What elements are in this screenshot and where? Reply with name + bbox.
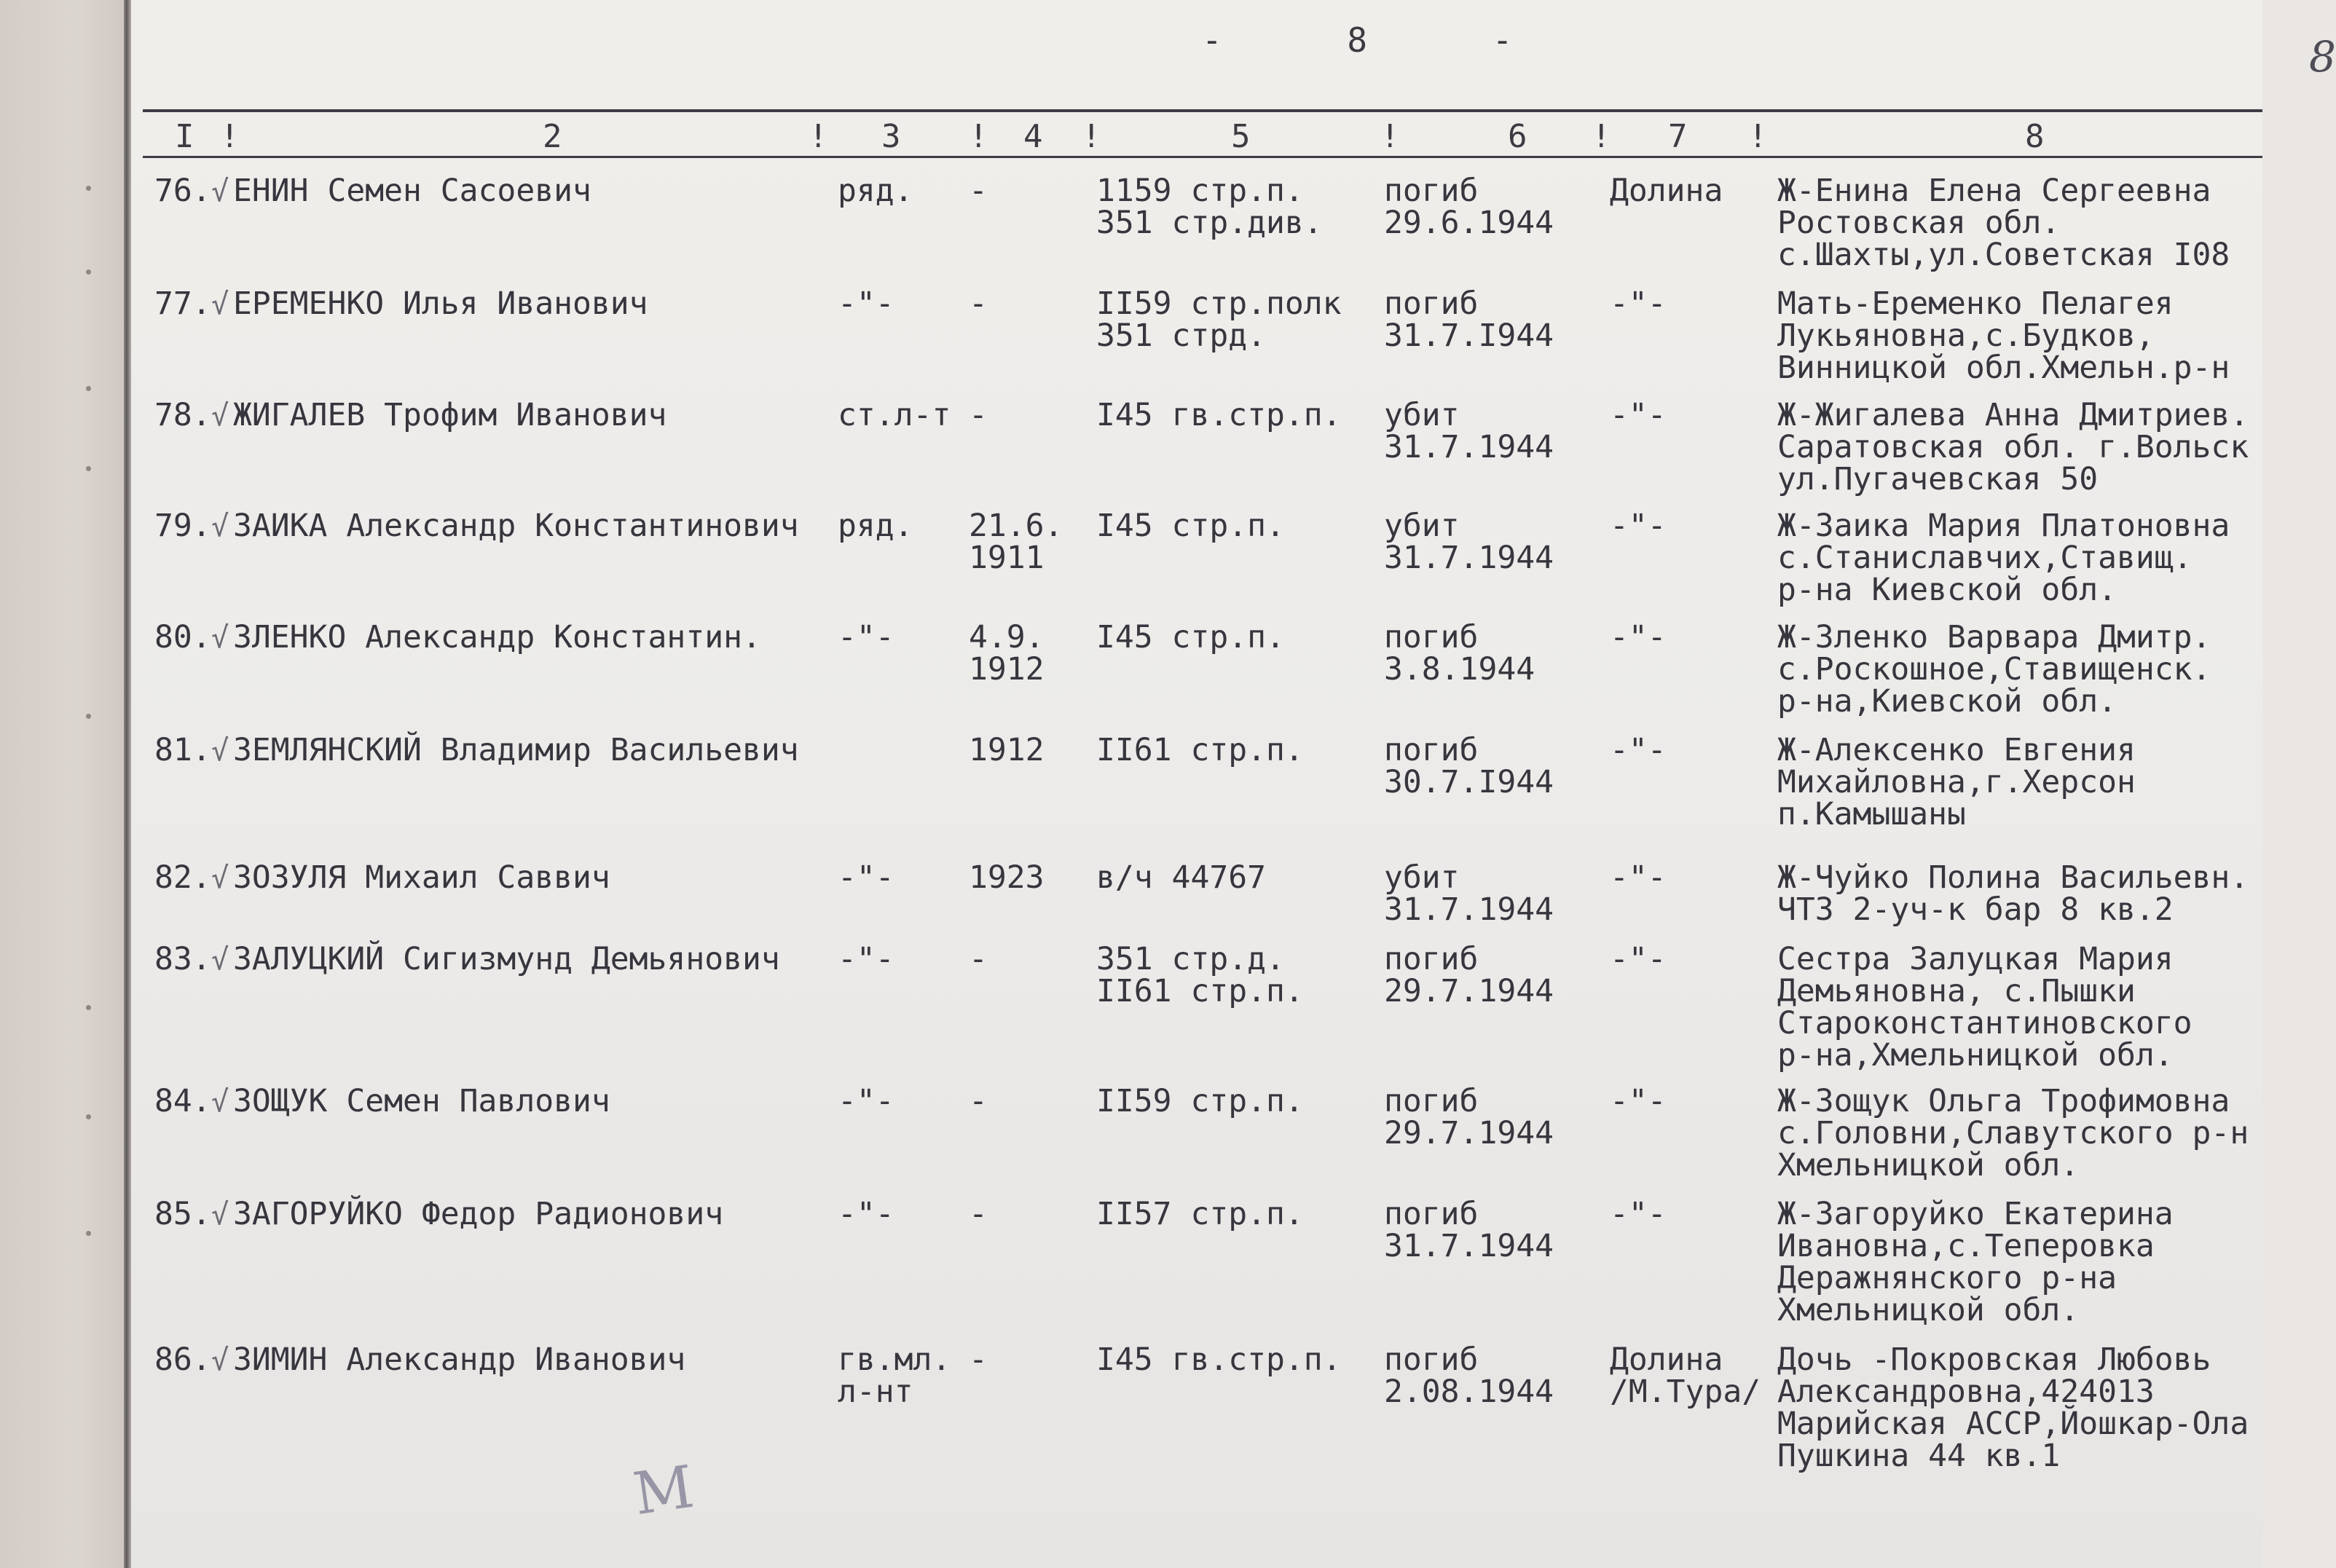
next-of-kin-cell: Ж-Заика Мария Платоновна с.Станиславчих,Ставищ. р-на Киевской обл. — [1777, 508, 2230, 608]
military-unit-cell: 1159 стр.п. 351 стр.див. — [1096, 173, 1323, 241]
rank-cell: ряд. — [838, 508, 913, 544]
rank-cell: ряд. — [838, 173, 913, 209]
row-number: 82. — [154, 859, 211, 896]
column-separator: ! — [1748, 118, 1768, 155]
check-mark: √ — [211, 621, 229, 655]
burial-place-cell: Долина /М.Тура/ — [1610, 1342, 1761, 1410]
birth-year-cell: 1912 — [969, 732, 1045, 768]
military-unit-cell: в/ч 44767 — [1096, 859, 1266, 896]
rank-cell: -"- — [838, 859, 894, 896]
fate-date-cell: убит 31.7.1944 — [1384, 397, 1554, 465]
birth-year-cell: - — [969, 941, 988, 977]
next-of-kin-cell: Ж-Зленко Варвара Дмитр. с.Роскошное,Ставищенск. р-на,Киевской обл. — [1777, 619, 2211, 720]
column-separator: ! — [969, 118, 988, 155]
birth-year-cell: - — [969, 1342, 988, 1378]
row-number: 80. — [154, 619, 211, 655]
column-header: 4 — [1023, 118, 1043, 155]
row-number: 83. — [154, 941, 211, 977]
fate-date-cell: погиб 3.8.1944 — [1384, 619, 1535, 688]
binder-hole — [86, 1114, 91, 1119]
fate-date-cell: погиб 29.7.1944 — [1384, 941, 1554, 1009]
binder-hole — [86, 714, 91, 719]
row-number: 85. — [154, 1196, 211, 1232]
full-name-cell: ЗАЛУЦКИЙ Сигизмунд Демьянович — [233, 941, 780, 977]
column-header: 7 — [1668, 118, 1688, 155]
burial-place-cell: -"- — [1610, 732, 1667, 768]
rank-cell: -"- — [838, 1083, 894, 1119]
row-number: 81. — [154, 732, 211, 768]
burial-place-cell: -"- — [1610, 619, 1667, 655]
column-header: I — [175, 118, 194, 155]
full-name-cell: ЖИГАЛЕВ Трофим Иванович — [233, 397, 667, 433]
check-mark: √ — [211, 1085, 229, 1119]
binder-hole — [86, 269, 91, 275]
check-mark: √ — [211, 510, 229, 543]
column-header: 8 — [2025, 118, 2045, 155]
next-of-kin-cell: Дочь -Покровская Любовь Александровна,424013 Марийская АССР,Йошкар-Ола Пушкина 44 кв.1 — [1777, 1342, 2249, 1474]
full-name-cell: ЕНИН Семен Сасоевич — [233, 173, 591, 209]
column-header: 3 — [881, 118, 901, 155]
full-name-cell: ЗАГОРУЙКО Федор Радионович — [233, 1196, 724, 1232]
military-unit-cell: 351 стр.д. II61 стр.п. — [1096, 941, 1304, 1009]
full-name-cell: ЗИМИН Александр Иванович — [233, 1342, 686, 1378]
fate-date-cell: погиб 29.6.1944 — [1384, 173, 1554, 241]
handwritten-folio-number: 8 — [2309, 32, 2336, 82]
header-rule — [143, 156, 2262, 158]
burial-place-cell: -"- — [1610, 859, 1667, 896]
binder-strip — [0, 0, 125, 1568]
check-mark: √ — [211, 1344, 229, 1377]
birth-year-cell: - — [969, 285, 988, 322]
column-separator: ! — [809, 118, 828, 155]
row-number: 86. — [154, 1342, 211, 1378]
next-of-kin-cell: Сестра Залуцкая Мария Демьяновна, с.Пышки Староконстантиновского р-на,Хмельницкой обл. — [1777, 941, 2193, 1073]
fate-date-cell: погиб 31.7.I944 — [1384, 285, 1554, 354]
margin-mark: М — [629, 1452, 698, 1529]
fate-date-cell: убит 31.7.1944 — [1384, 508, 1554, 576]
binder-hole — [86, 386, 91, 391]
full-name-cell: ЕРЕМЕНКО Илья Иванович — [233, 285, 648, 322]
column-separator: ! — [220, 118, 240, 155]
rank-cell: -"- — [838, 619, 894, 655]
fate-date-cell: погиб 31.7.1944 — [1384, 1196, 1554, 1264]
birth-year-cell: 4.9. 1912 — [969, 619, 1045, 688]
check-mark: √ — [211, 175, 229, 208]
birth-year-cell: 21.6. 1911 — [969, 508, 1063, 576]
birth-year-cell: - — [969, 1196, 988, 1232]
burial-place-cell: -"- — [1610, 1083, 1667, 1119]
birth-year-cell: - — [969, 173, 988, 209]
row-number: 77. — [154, 285, 211, 322]
column-separator: ! — [1592, 118, 1611, 155]
binder-edge — [124, 0, 131, 1568]
fate-date-cell: погиб 29.7.1944 — [1384, 1083, 1554, 1151]
military-unit-cell: I45 гв.стр.п. — [1096, 397, 1342, 433]
military-unit-cell: II61 стр.п. — [1096, 732, 1304, 768]
table-top-rule — [143, 109, 2262, 112]
rank-cell: гв.мл. л-нт — [838, 1342, 951, 1410]
fate-date-cell: погиб 2.08.1944 — [1384, 1342, 1554, 1410]
military-unit-cell: I45 стр.п. — [1096, 619, 1285, 655]
next-of-kin-cell: Ж-Жигалева Анна Дмитриев. Саратовская обл. г.Вольск ул.Пугачевская 50 — [1777, 397, 2249, 497]
burial-place-cell: -"- — [1610, 285, 1667, 322]
burial-place-cell: -"- — [1610, 397, 1667, 433]
column-header: 6 — [1508, 118, 1527, 155]
check-mark: √ — [211, 734, 229, 768]
full-name-cell: ЗОЗУЛЯ Михаил Саввич — [233, 859, 610, 896]
military-unit-cell: I45 стр.п. — [1096, 508, 1285, 544]
check-mark: √ — [211, 288, 229, 321]
check-mark: √ — [211, 1198, 229, 1232]
burial-place-cell: -"- — [1610, 1196, 1667, 1232]
column-separator: ! — [1380, 118, 1400, 155]
rank-cell: ст.л-т — [838, 397, 951, 433]
row-number: 76. — [154, 173, 211, 209]
birth-year-cell: - — [969, 1083, 988, 1119]
column-header: 5 — [1231, 118, 1251, 155]
check-mark: √ — [211, 399, 229, 433]
military-unit-cell: II59 стр.полк 351 стрд. — [1096, 285, 1342, 354]
binder-hole — [86, 186, 91, 191]
check-mark: √ — [211, 862, 229, 895]
military-unit-cell: I45 гв.стр.п. — [1096, 1342, 1342, 1378]
full-name-cell: ЗОЩУК Семен Павлович — [233, 1083, 610, 1119]
next-of-kin-cell: Ж-Алексенко Евгения Михайловна,г.Херсон п.Камышаны — [1777, 732, 2136, 832]
next-of-kin-cell: Ж-Загоруйко Екатерина Ивановна,с.Теперовка Деражнянского р-на Хмельницкой обл. — [1777, 1196, 2174, 1328]
row-number: 79. — [154, 508, 211, 544]
rank-cell: -"- — [838, 1196, 894, 1232]
row-number: 84. — [154, 1083, 211, 1119]
rank-cell: -"- — [838, 941, 894, 977]
binder-hole — [86, 1005, 91, 1010]
burial-place-cell: -"- — [1610, 508, 1667, 544]
fate-date-cell: погиб 30.7.I944 — [1384, 732, 1554, 800]
military-unit-cell: II57 стр.п. — [1096, 1196, 1304, 1232]
full-name-cell: ЗАИКА Александр Константинович — [233, 508, 799, 544]
burial-place-cell: -"- — [1610, 941, 1667, 977]
next-of-kin-cell: Мать-Еременко Пелагея Лукьяновна,с.Будков, Винницкой обл.Хмельн.р-н — [1777, 285, 2230, 386]
birth-year-cell: - — [969, 397, 988, 433]
rank-cell: -"- — [838, 285, 894, 322]
military-unit-cell: II59 стр.п. — [1096, 1083, 1304, 1119]
next-of-kin-cell: Ж-Чуйко Полина Васильевн. ЧТЗ 2-уч-к бар 8 кв.2 — [1777, 859, 2249, 928]
binder-hole — [86, 466, 91, 471]
next-of-kin-cell: Ж-Зощук Ольга Трофимовна с.Головни,Славутского р-н Хмельницкой обл. — [1777, 1083, 2249, 1183]
next-of-kin-cell: Ж-Енина Елена Сергеевна Ростовская обл. с.Шахты,ул.Советская I08 — [1777, 173, 2230, 273]
column-header: 2 — [543, 118, 562, 155]
page-number: - 8 - — [1202, 20, 1565, 60]
check-mark: √ — [211, 943, 229, 977]
burial-place-cell: Долина — [1610, 173, 1723, 209]
full-name-cell: ЗЕМЛЯНСКИЙ Владимир Васильевич — [233, 732, 799, 768]
binder-hole — [86, 1231, 91, 1236]
full-name-cell: ЗЛЕНКО Александр Константин. — [233, 619, 761, 655]
row-number: 78. — [154, 397, 211, 433]
column-separator: ! — [1082, 118, 1101, 155]
birth-year-cell: 1923 — [969, 859, 1045, 896]
fate-date-cell: убит 31.7.1944 — [1384, 859, 1554, 928]
